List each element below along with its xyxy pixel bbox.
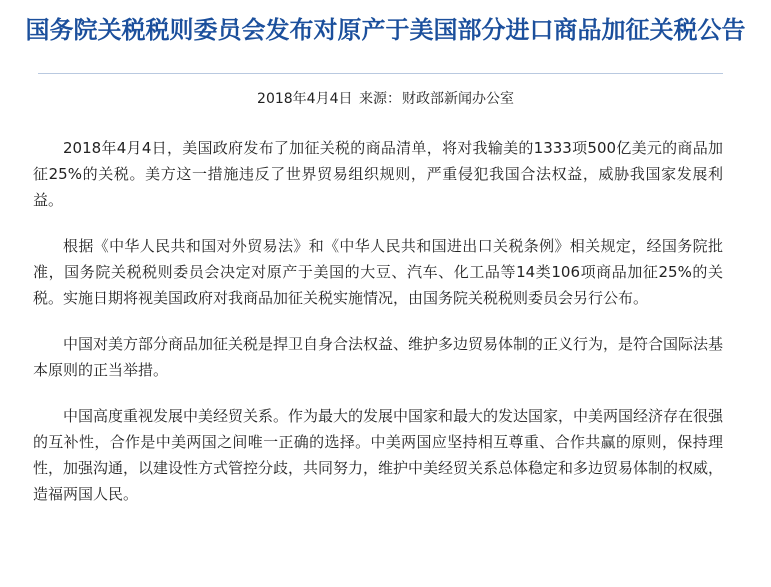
paragraph-2: 根据《中华人民共和国对外贸易法》和《中华人民共和国进出口关税条例》相关规定，经国务院批准，国务院关税税则委员会决定对原产于美国的大豆、汽车、化工品等14类106项商品加征25%的关税。实施日期将视美国政府对我商品加征关税实施情况，由国务院关税税则委员会另行公布。 — [33, 237, 723, 307]
title-divider — [38, 73, 723, 74]
paragraph-4: 中国高度重视发展中美经贸关系。作为最大的发展中国家和最大的发达国家，中美两国经济存在很强的互补性，合作是中美两国之间唯一正确的选择。中美两国应坚持相互尊重、合作共赢的原则，保持理性，加强沟通，以建设性方式管控分歧，共同努力，维护中美经贸关系总体稳定和多边贸易体制的权威，造福两国人民。 — [33, 407, 724, 503]
article-meta — [0, 89, 771, 109]
source-name: 财政部新闻办公室 — [401, 91, 514, 107]
publish-date: 2018年4月4日 — [257, 91, 353, 107]
source-label: 来源： — [358, 91, 401, 107]
article-body — [33, 135, 723, 527]
paragraph-3: 中国对美方部分商品加征关税是捍卫自身合法权益、维护多边贸易体制的正义行为，是符合国际法基本原则的正当举措。 — [33, 335, 724, 379]
page-title: 国务院关税税则委员会发布对原产于美国部分进口商品加征关税公告 — [25, 16, 746, 44]
paragraph-1: 2018年4月4日，美国政府发布了加征关税的商品清单，将对我输美的1333项500亿美元的商品加征25%的关税。美方这一措施违反了世界贸易组织规则，严重侵犯我国合法权益，威胁我国家发展利益。 — [33, 139, 723, 209]
